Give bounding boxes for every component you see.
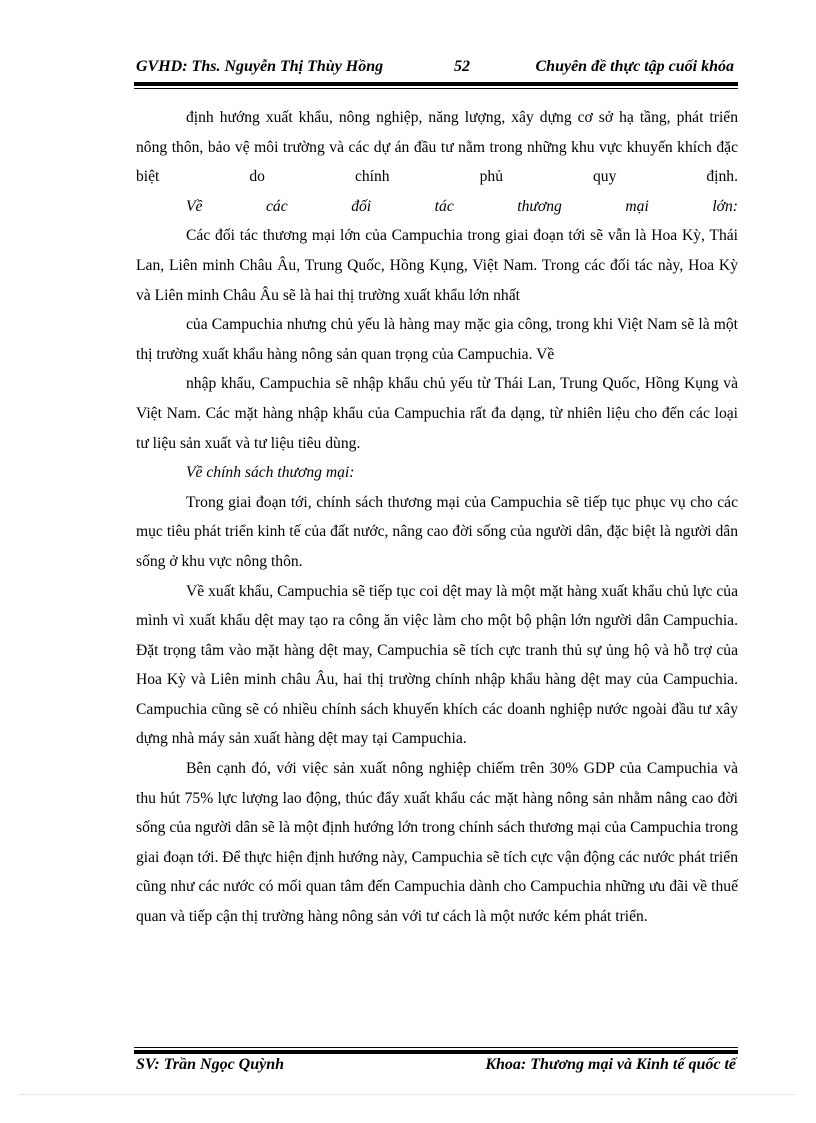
paragraph-imports: nhập khẩu, Campuchia sẽ nhập khẩu chủ yếu từ Thái Lan, Trung Quốc, Hồng Kụng và Việt Nam. Các mặt hàng nhập khẩu của Campuchia rất đa dạng, từ nhiên liệu cho đến các loại tư liệu sản xuất và tư liệu tiêu dùng. [136, 375, 738, 452]
header-supervisor: GVHD: Ths. Nguyễn Thị Thùy Hồng [136, 58, 384, 75]
page-body [136, 103, 738, 932]
footer-rule-thin [134, 1047, 738, 1048]
footer-faculty: Khoa: Thương mại và Kinh tế quốc tế [485, 1056, 736, 1073]
paragraph-trade-policy: Trong giai đoạn tới, chính sách thương mại của Campuchia sẽ tiếp tục phục vụ cho các mục tiêu phát triển kinh tế của đất nước, nâng cao đời sống của người dân, đặc biệt là người dân sống ở khu vực nông thôn. [136, 493, 738, 570]
paragraph-trade-partners: Các đối tác thương mại lớn của Campuchia trong giai đoạn tới sẽ vẫn là Hoa Kỳ, Thái Lan, Liên minh Châu Âu, Trung Quốc, Hồng Kụng, Việt Nam. Trong các đối tác này, Hoa Kỳ và Liên minh Châu Âu sẽ là hai thị trường xuất khẩu lớn nhất [136, 227, 738, 304]
header-rule-thin [134, 88, 738, 89]
paragraph-investment-sectors: định hướng xuất khẩu, nông nghiệp, năng lượng, xây dựng cơ sở hạ tầng, phát triển nông thôn, bảo vệ môi trường và các dự án đầu tư nằm trong những khu vực khuyến khích đặc biệt do chính phủ quy định. [136, 109, 738, 186]
header-rule-thick [134, 82, 738, 86]
page-footer [134, 1056, 738, 1078]
footer-rule-thick [134, 1050, 738, 1054]
paragraph-export-markets: của Campuchia nhưng chủ yếu là hàng may mặc gia công, trong khi Việt Nam sẽ là một thị trường xuất khẩu hàng nông sản quan trọng của Campuchia. Về [136, 316, 738, 363]
header-document-title: Chuyên đề thực tập cuối khóa [535, 58, 734, 75]
footer-student: SV: Trần Ngọc Quỳnh [136, 1056, 285, 1073]
heading-trade-partners: Về các đối tác thương mại lớn: [186, 197, 738, 215]
paragraph-textile-exports: Về xuất khẩu, Campuchia sẽ tiếp tục coi dệt may là một mặt hàng xuất khẩu chủ lực của mình vì xuất khẩu dệt may tạo ra công ăn việc làm cho một bộ phận lớn người dân Campuchia. Đặt trọng tâm vào mặt hàng dệt may, Campuchia sẽ tích cực tranh thủ sự ủng hộ và hỗ trợ của Hoa Kỳ và Liên minh châu Âu, hai thị trường chính nhập khẩu hàng dệt may của Campuchia. Campuchia cũng sẽ có nhiều chính sách khuyến khích các doanh nghiệp nước ngoài đầu tư xây dựng nhà máy sản xuất hàng dệt may tại Campuchia. [136, 582, 738, 748]
page-bottom-dotted-line [20, 1094, 796, 1095]
page-number: 52 [454, 58, 470, 75]
heading-trade-policy: Về chính sách thương mại: [186, 464, 355, 482]
paragraph-agriculture: Bên cạnh đó, với việc sản xuất nông nghiệp chiếm trên 30% GDP của Campuchia và thu hút 75% lực lượng lao động, thúc đẩy xuất khẩu các mặt hàng nông sản nhằm nâng cao đời sống của người dân sẽ là một định hướng lớn trong chính sách thương mại của Campuchia trong giai đoạn tới. Để thực hiện định hướng này, Campuchia sẽ tích cực vận động các nước phát triển cũng như các nước có mối quan tâm đến Campuchia dành cho Campuchia những ưu đãi về thuế quan và tiếp cận thị trường hàng nông sản với tư cách là một nước kém phát triển. [136, 760, 738, 926]
page-header [134, 58, 738, 80]
